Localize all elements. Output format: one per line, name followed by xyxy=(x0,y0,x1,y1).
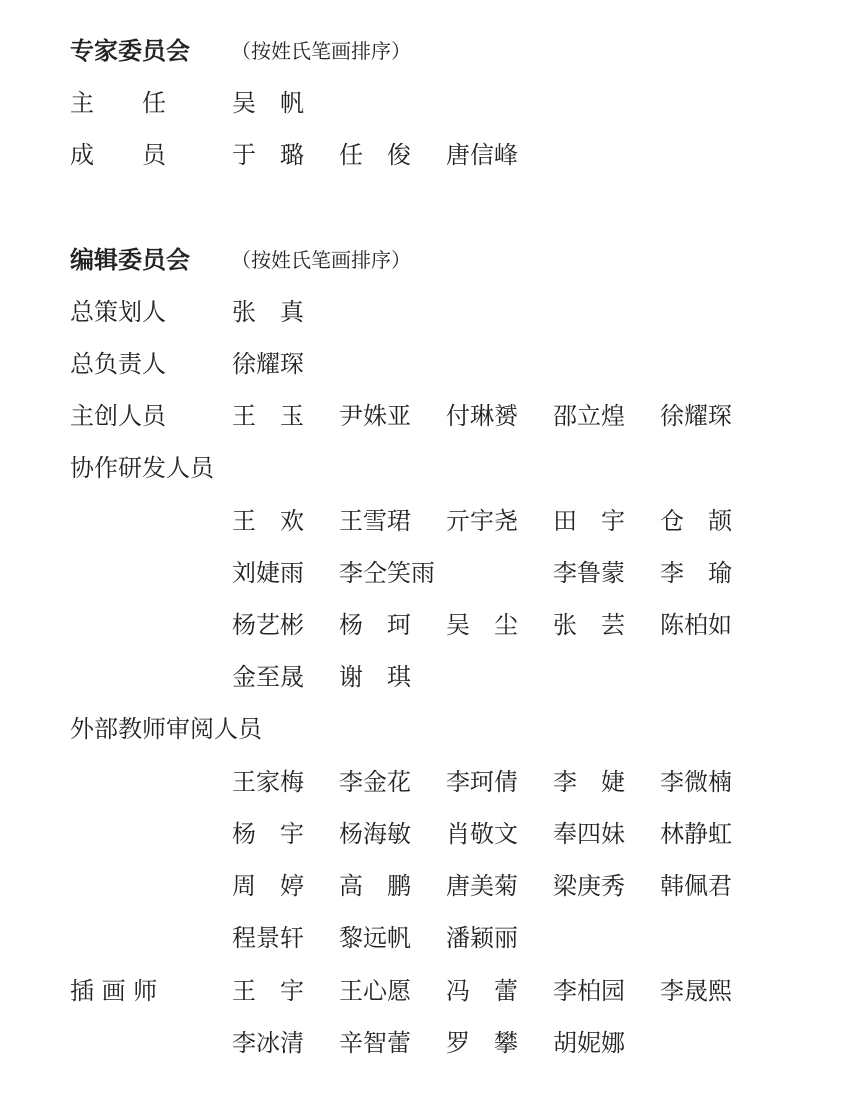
person-name: 王家梅 xyxy=(232,768,304,796)
expert-members-label: 成 员 xyxy=(70,141,166,169)
person-name: 吴 尘 xyxy=(446,611,518,639)
person-name: 付琳赟 xyxy=(446,402,518,430)
person-name: 李 瑜 xyxy=(660,559,732,587)
person-name: 谢 琪 xyxy=(339,663,411,691)
person-name: 于 璐 xyxy=(232,141,304,169)
person-name: 吴 帆 xyxy=(232,89,304,117)
collaborators-label: 协作研发人员 xyxy=(70,454,214,482)
chief-planner-label: 总策划人 xyxy=(70,298,166,326)
person-name: 李金花 xyxy=(339,768,411,796)
person-name: 潘颖丽 xyxy=(446,924,518,952)
person-name: 徐耀琛 xyxy=(660,402,732,430)
collaborators-names xyxy=(232,608,792,642)
collaborators-names xyxy=(232,556,792,590)
person-name: 程景轩 xyxy=(232,924,304,952)
person-name: 王 欢 xyxy=(232,507,304,535)
person-name: 徐耀琛 xyxy=(232,350,304,378)
person-name: 胡妮娜 xyxy=(553,1029,625,1057)
person-name: 李仝笑雨 xyxy=(339,559,435,587)
editorial-committee-title: 编辑委员会 xyxy=(70,245,190,274)
editorial-committee-sort-note: （按姓氏笔画排序） xyxy=(231,248,411,272)
external-reviewers-names xyxy=(232,921,792,955)
chief-responsible-label: 总负责人 xyxy=(70,350,166,378)
expert-members-names xyxy=(232,138,792,172)
person-name: 辛智蕾 xyxy=(339,1029,411,1057)
person-name: 李珂倩 xyxy=(446,768,518,796)
person-name: 李晟熙 xyxy=(660,977,732,1005)
person-name: 冯 蕾 xyxy=(446,977,518,1005)
person-name: 张 芸 xyxy=(553,611,625,639)
person-name: 梁庚秀 xyxy=(553,872,625,900)
illustrators-names xyxy=(232,1026,792,1060)
person-name: 黎远帆 xyxy=(339,924,411,952)
person-name: 任 俊 xyxy=(339,141,411,169)
expert-committee-sort-note: （按姓氏笔画排序） xyxy=(231,39,411,63)
external-reviewers-label: 外部教师审阅人员 xyxy=(70,715,262,743)
person-name: 张 真 xyxy=(232,298,304,326)
person-name: 唐信峰 xyxy=(446,141,518,169)
person-name: 亓宇尧 xyxy=(446,507,518,535)
person-name: 田 宇 xyxy=(553,507,625,535)
illustrators-names xyxy=(232,974,792,1008)
person-name: 陈柏如 xyxy=(660,611,732,639)
person-name: 李柏园 xyxy=(553,977,625,1005)
person-name: 王心愿 xyxy=(339,977,411,1005)
chief-planner-names xyxy=(232,295,792,329)
expert-director-names xyxy=(232,86,792,120)
person-name: 仓 颉 xyxy=(660,507,732,535)
person-name: 唐美菊 xyxy=(446,872,518,900)
person-name: 杨 珂 xyxy=(339,611,411,639)
illustrators-label: 插 画 师 xyxy=(70,977,158,1005)
external-reviewers-names xyxy=(232,817,792,851)
person-name: 周 婷 xyxy=(232,872,304,900)
collaborators-names xyxy=(232,660,792,694)
person-name: 高 鹏 xyxy=(339,872,411,900)
person-name: 李微楠 xyxy=(660,768,732,796)
person-name: 肖敬文 xyxy=(446,820,518,848)
person-name: 杨海敏 xyxy=(339,820,411,848)
person-name: 金至晟 xyxy=(232,663,304,691)
external-reviewers-names xyxy=(232,765,792,799)
main-creators-names xyxy=(232,399,792,433)
expert-committee-title: 专家委员会 xyxy=(70,36,190,65)
person-name: 邵立煌 xyxy=(553,402,625,430)
person-name: 尹姝亚 xyxy=(339,402,411,430)
chief-responsible-names xyxy=(232,347,792,381)
person-name: 刘婕雨 xyxy=(232,559,304,587)
person-name: 奉四妹 xyxy=(553,820,625,848)
person-name: 韩佩君 xyxy=(660,872,732,900)
main-creators-label: 主创人员 xyxy=(70,402,166,430)
person-name: 李鲁蒙 xyxy=(553,559,625,587)
person-name: 杨 宇 xyxy=(232,820,304,848)
person-name: 李冰清 xyxy=(232,1029,304,1057)
person-name: 李 婕 xyxy=(553,768,625,796)
person-name: 林静虹 xyxy=(660,820,732,848)
expert-director-label: 主 任 xyxy=(70,89,166,117)
external-reviewers-names xyxy=(232,869,792,903)
person-name: 王 宇 xyxy=(232,977,304,1005)
person-name: 罗 攀 xyxy=(446,1029,518,1057)
person-name: 王 玉 xyxy=(232,402,304,430)
person-name: 王雪珺 xyxy=(339,507,411,535)
person-name: 杨艺彬 xyxy=(232,611,304,639)
collaborators-names xyxy=(232,504,792,538)
